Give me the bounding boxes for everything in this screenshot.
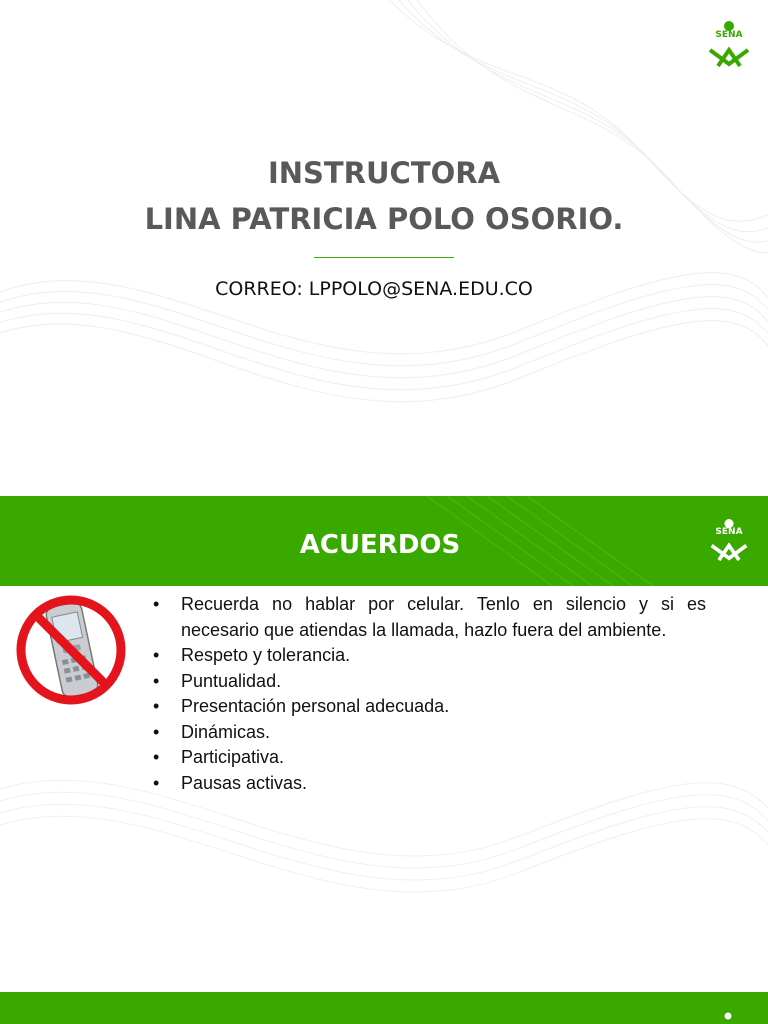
slide-instructor [0, 0, 768, 496]
list-item: • Recuerda no hablar por celular. Tenlo en silencio y si es necesario que atiendas la llamada, hazlo fuera del ambiente. [150, 592, 706, 643]
slide-acuerdos [0, 496, 768, 992]
title-divider [314, 257, 454, 258]
instructor-name: LINA PATRICIA POLO OSORIO. [144, 202, 624, 236]
sena-logo-icon [718, 1008, 738, 1024]
email-text: CORREO: LPPOLO@SENA.EDU.CO [215, 278, 533, 300]
list-item: • Respeto y tolerancia. [150, 643, 706, 669]
acuerdos-list [150, 592, 706, 796]
list-item: • Participativa. [150, 745, 706, 771]
acuerdos-title: ACUERDOS [299, 530, 461, 560]
background-waves [0, 0, 768, 496]
sena-logo-icon [708, 516, 750, 564]
sena-logo-text: SENA [715, 527, 743, 537]
list-item: • Pausas activas. [150, 771, 706, 797]
sena-logo-icon [706, 20, 752, 68]
sena-logo-text: SENA [715, 30, 743, 40]
list-item: • Presentación personal adecuada. [150, 694, 706, 720]
no-phone-icon [14, 588, 128, 712]
slide-next-partial [0, 992, 768, 1024]
list-item: • Puntualidad. [150, 669, 706, 695]
title-band [0, 496, 768, 586]
title-instructora: INSTRUCTORA [267, 156, 501, 190]
list-item: • Dinámicas. [150, 720, 706, 746]
